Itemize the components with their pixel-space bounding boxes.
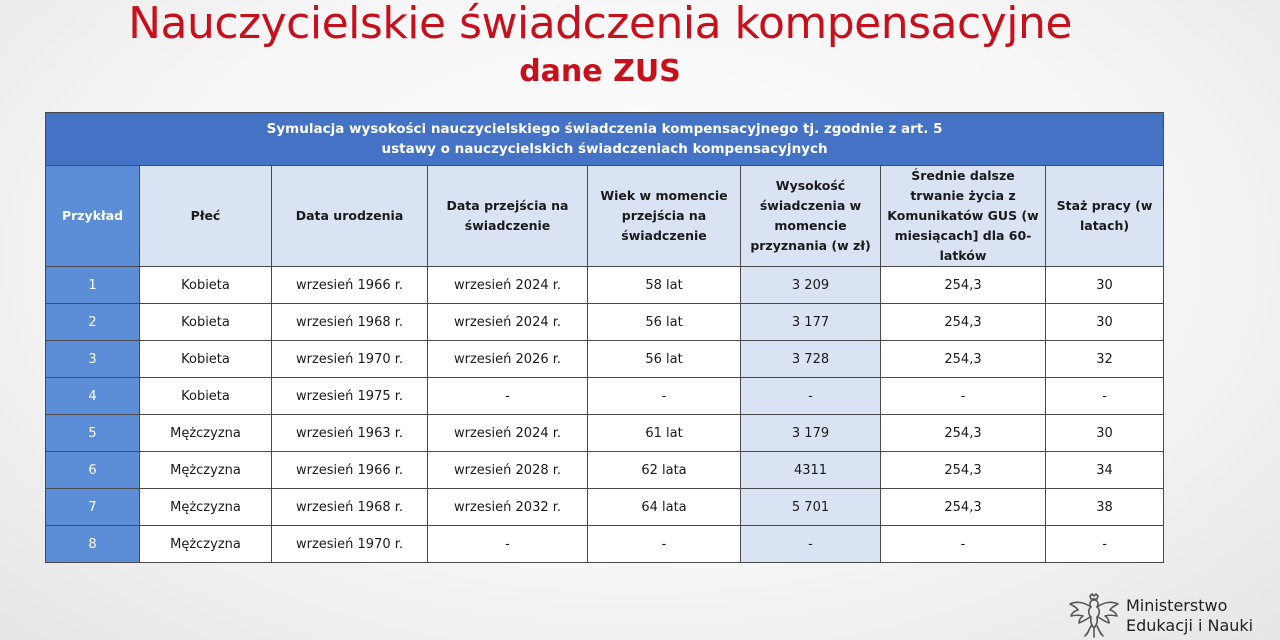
cell-example: 3 (46, 341, 140, 378)
cell-amount: 3 177 (741, 304, 881, 341)
cell-life-expectancy: - (881, 378, 1046, 415)
cell-life-expectancy: 254,3 (881, 304, 1046, 341)
cell-sex: Kobieta (140, 341, 272, 378)
header-birth-date: Data urodzenia (272, 166, 428, 267)
table-row (46, 304, 1164, 341)
page-title: Nauczycielskie świadczenia kompensacyjne (128, 0, 1072, 49)
header-amount: Wysokość świadczenia w momencie przyznania (w zł) (741, 166, 881, 267)
table-row (46, 452, 1164, 489)
cell-transition-date: wrzesień 2024 r. (428, 304, 588, 341)
polish-eagle-emblem-icon (1066, 592, 1122, 640)
cell-seniority: 30 (1046, 304, 1164, 341)
header-sex: Płeć (140, 166, 272, 267)
cell-transition-date: wrzesień 2026 r. (428, 341, 588, 378)
cell-age: 62 lata (588, 452, 741, 489)
cell-sex: Kobieta (140, 378, 272, 415)
table-row (46, 267, 1164, 304)
header-age: Wiek w momencie przejścia na świadczenie (588, 166, 741, 267)
cell-life-expectancy: 254,3 (881, 341, 1046, 378)
cell-age: - (588, 526, 741, 563)
table-caption-row (46, 113, 1164, 166)
cell-sex: Kobieta (140, 267, 272, 304)
table-row (46, 378, 1164, 415)
table-row (46, 489, 1164, 526)
cell-transition-date: wrzesień 2028 r. (428, 452, 588, 489)
page-subtitle: dane ZUS (519, 54, 681, 89)
cell-age: 56 lat (588, 341, 741, 378)
table-caption-line1: Symulacja wysokości nauczycielskiego świadczenia kompensacyjnego tj. zgodnie z art. 5 (266, 121, 943, 137)
cell-seniority: 38 (1046, 489, 1164, 526)
cell-transition-date: - (428, 378, 588, 415)
cell-seniority: 32 (1046, 341, 1164, 378)
cell-birth-date: wrzesień 1970 r. (272, 341, 428, 378)
cell-example: 6 (46, 452, 140, 489)
header-example: Przykład (46, 166, 140, 267)
cell-amount: 3 728 (741, 341, 881, 378)
cell-life-expectancy: 254,3 (881, 489, 1046, 526)
simulation-table (45, 112, 1164, 563)
table-row (46, 415, 1164, 452)
cell-sex: Mężczyzna (140, 526, 272, 563)
cell-seniority: - (1046, 526, 1164, 563)
ministry-name (1126, 596, 1253, 636)
cell-life-expectancy: 254,3 (881, 452, 1046, 489)
ministry-logo (1066, 590, 1280, 640)
cell-transition-date: wrzesień 2032 r. (428, 489, 588, 526)
cell-sex: Mężczyzna (140, 415, 272, 452)
cell-seniority: 30 (1046, 267, 1164, 304)
header-life-expectancy: Średnie dalsze trwanie życia z Komunikatów GUS (w miesiącach] dla 60-latków (881, 166, 1046, 267)
cell-amount: 4311 (741, 452, 881, 489)
cell-age: 64 lata (588, 489, 741, 526)
cell-amount: 5 701 (741, 489, 881, 526)
cell-life-expectancy: 254,3 (881, 415, 1046, 452)
cell-life-expectancy: - (881, 526, 1046, 563)
cell-age: 61 lat (588, 415, 741, 452)
cell-seniority: 34 (1046, 452, 1164, 489)
cell-amount: 3 209 (741, 267, 881, 304)
cell-example: 8 (46, 526, 140, 563)
cell-birth-date: wrzesień 1968 r. (272, 489, 428, 526)
cell-age: - (588, 378, 741, 415)
cell-age: 58 lat (588, 267, 741, 304)
cell-sex: Mężczyzna (140, 452, 272, 489)
ministry-name-line1: Ministerstwo (1126, 596, 1228, 615)
cell-example: 7 (46, 489, 140, 526)
cell-example: 4 (46, 378, 140, 415)
cell-seniority: 30 (1046, 415, 1164, 452)
cell-sex: Mężczyzna (140, 489, 272, 526)
cell-birth-date: wrzesień 1966 r. (272, 267, 428, 304)
ministry-name-line2: Edukacji i Nauki (1126, 616, 1254, 635)
cell-birth-date: wrzesień 1970 r. (272, 526, 428, 563)
cell-amount: - (741, 526, 881, 563)
cell-example: 5 (46, 415, 140, 452)
table-caption (46, 113, 1164, 166)
cell-birth-date: wrzesień 1968 r. (272, 304, 428, 341)
cell-amount: - (741, 378, 881, 415)
table-caption-line2: ustawy o nauczycielskich świadczeniach kompensacyjnych (381, 141, 828, 157)
cell-transition-date: - (428, 526, 588, 563)
cell-sex: Kobieta (140, 304, 272, 341)
cell-age: 56 lat (588, 304, 741, 341)
cell-example: 1 (46, 267, 140, 304)
cell-birth-date: wrzesień 1966 r. (272, 452, 428, 489)
cell-seniority: - (1046, 378, 1164, 415)
cell-life-expectancy: 254,3 (881, 267, 1046, 304)
cell-amount: 3 179 (741, 415, 881, 452)
table-row (46, 526, 1164, 563)
header-seniority: Staż pracy (w latach) (1046, 166, 1164, 267)
header-transition-date: Data przejścia na świadczenie (428, 166, 588, 267)
cell-transition-date: wrzesień 2024 r. (428, 267, 588, 304)
cell-birth-date: wrzesień 1975 r. (272, 378, 428, 415)
cell-transition-date: wrzesień 2024 r. (428, 415, 588, 452)
cell-example: 2 (46, 304, 140, 341)
cell-birth-date: wrzesień 1963 r. (272, 415, 428, 452)
table-row (46, 341, 1164, 378)
table-header-row (46, 166, 1164, 267)
